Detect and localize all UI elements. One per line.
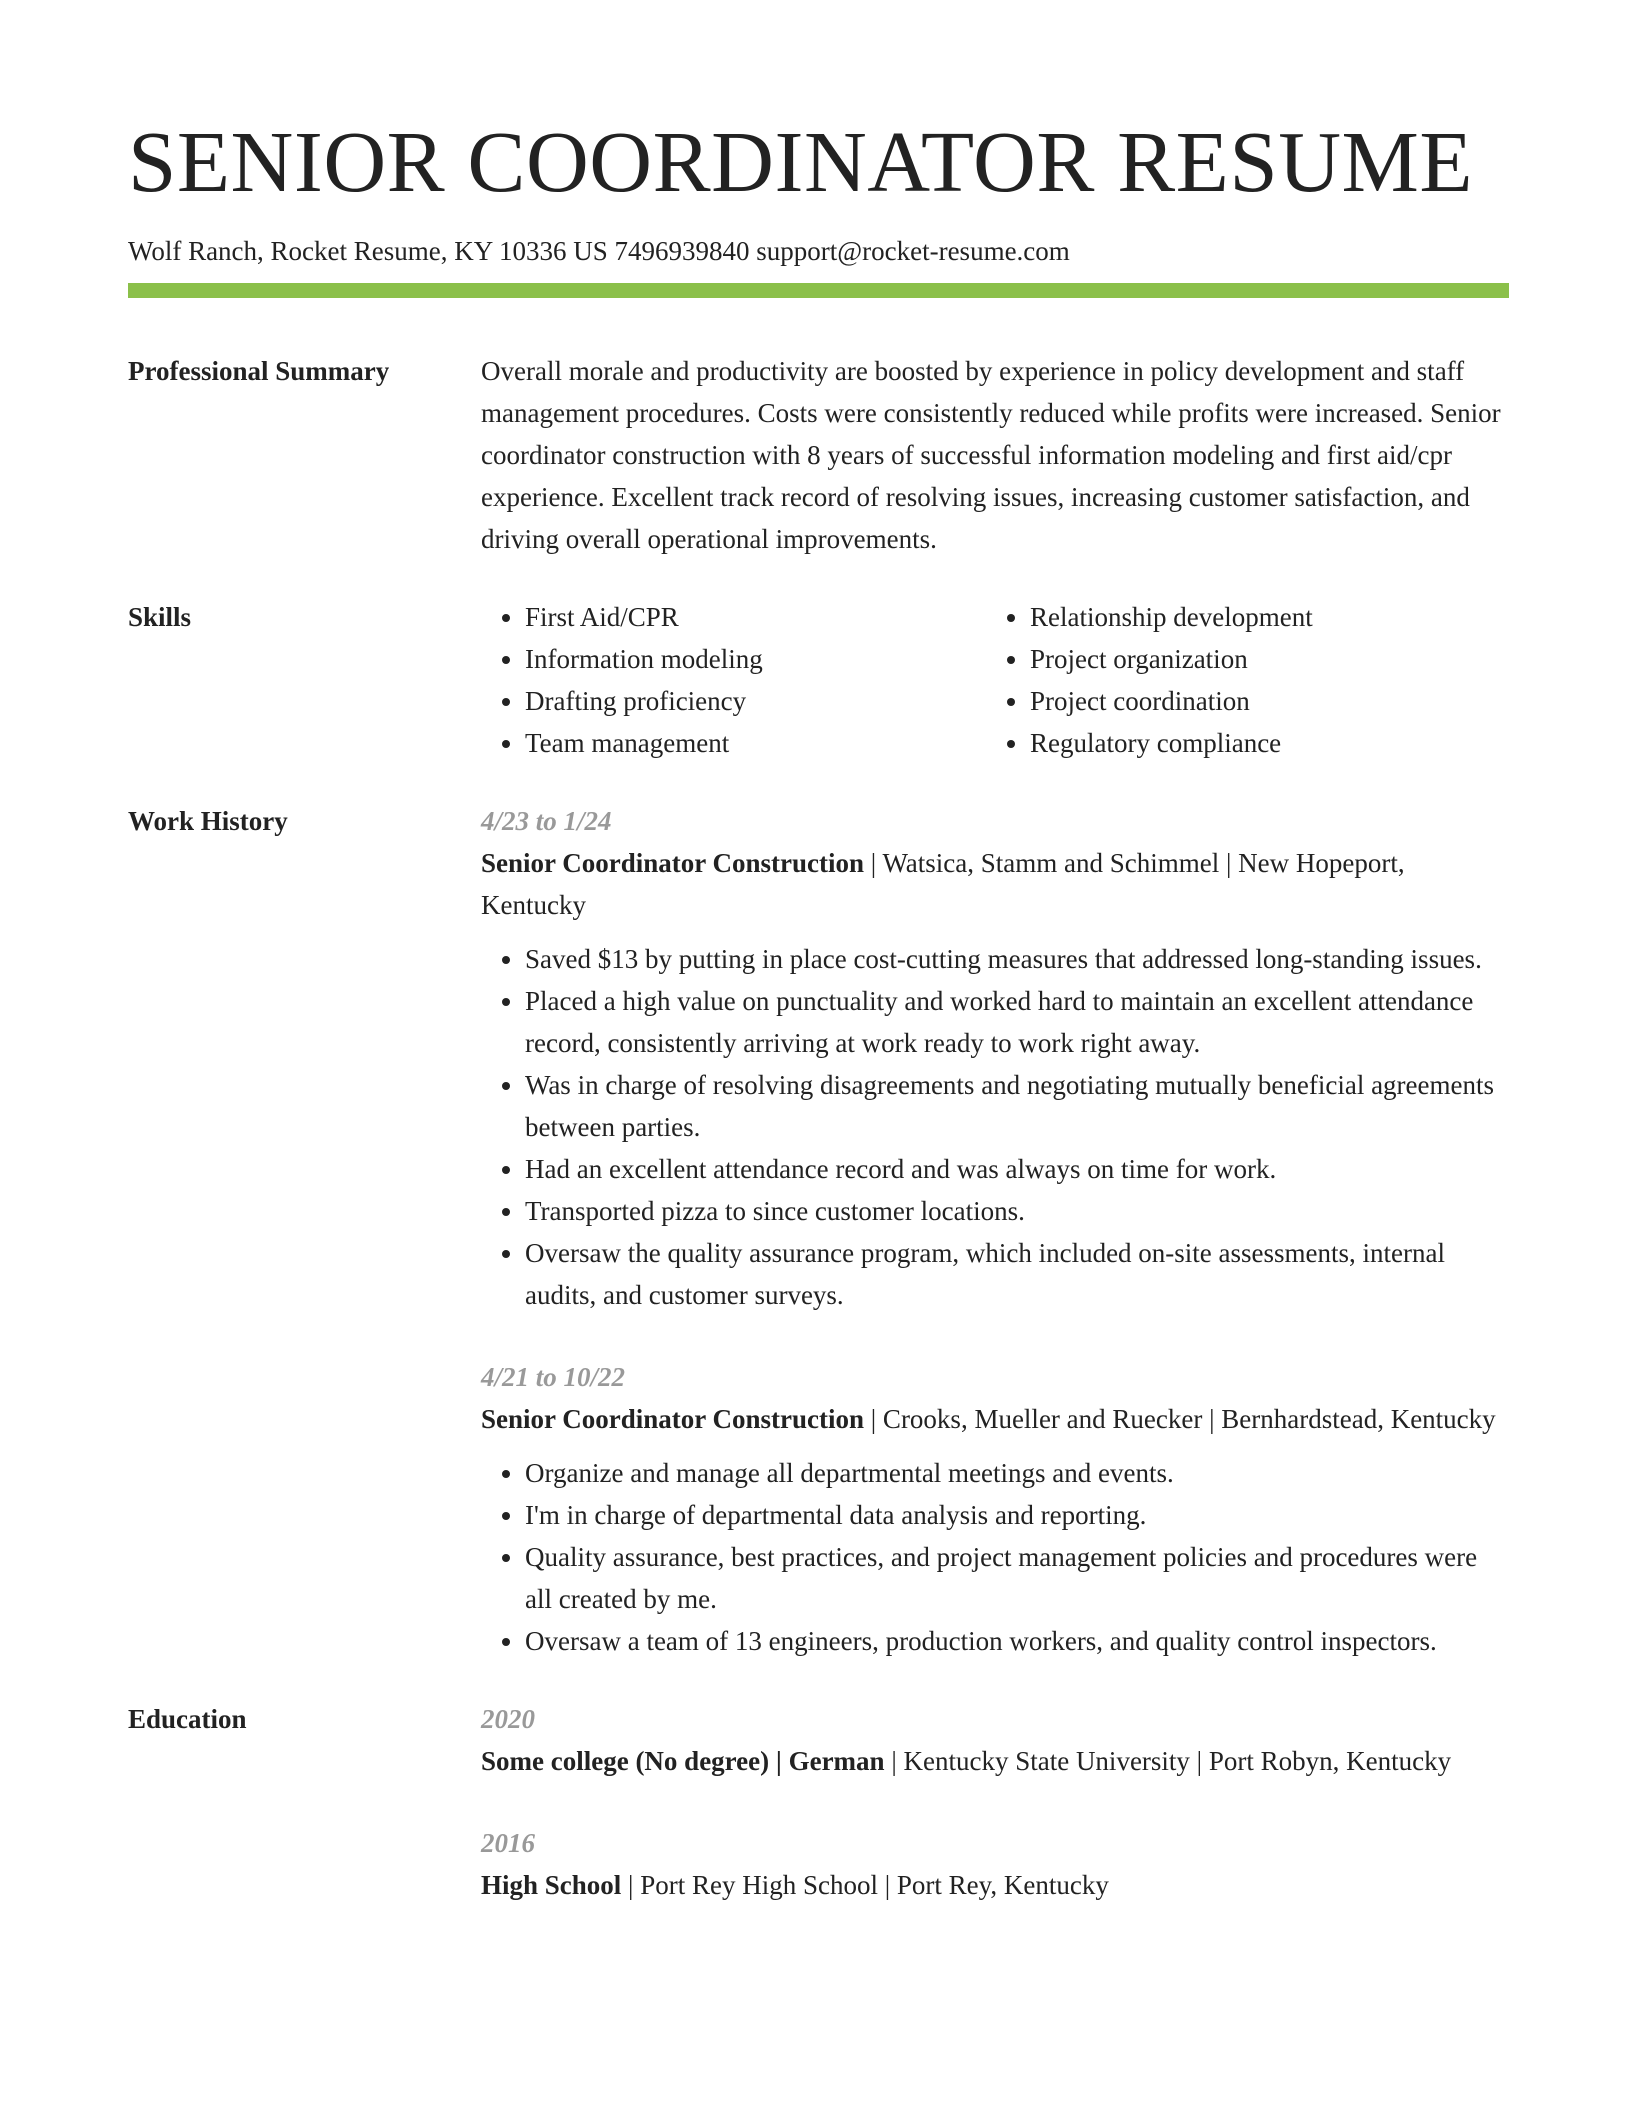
job-header [481, 842, 1509, 926]
job-dates: 4/21 to 10/22 [481, 1362, 626, 1393]
job-role: Senior Coordinator Construction [481, 1404, 865, 1435]
skill-item: • Regulatory compliance [1030, 722, 1313, 764]
skill-item: • Relationship development [1030, 596, 1313, 638]
summary-heading: Professional Summary [128, 356, 390, 387]
skills-list-left [481, 596, 986, 764]
education-details: | Port Rey High School | Port Rey, Kentucky [621, 1870, 1109, 1901]
education-degree: High School [481, 1870, 622, 1901]
job-bullet: • Had an excellent attendance record and was always on time for work. [525, 1148, 1509, 1190]
work-history-section [128, 800, 1509, 1662]
work-history-heading: Work History [128, 806, 288, 837]
job-bullet: • Saved $13 by putting in place cost-cutting measures that addressed long-standing issues. [525, 938, 1509, 980]
education-details: | Kentucky State University | Port Robyn, Kentucky [884, 1746, 1452, 1777]
summary-text: Overall morale and productivity are boosted by experience in policy development and staff management procedures. Costs were consistently reduced while profits were increased. Senior coordinator construction with 8 years of successful information modeling and first aid/cpr experience. Excellent track record of resolving issues, increasing customer satisfaction, and driving overall operational improvements. [481, 356, 1501, 555]
summary-section [128, 350, 1509, 560]
job-bullet: • Placed a high value on punctuality and worked hard to maintain an excellent attendance record, consistently arriving at work ready to work right away. [525, 980, 1509, 1064]
job-bullet: • Was in charge of resolving disagreements and negotiating mutually beneficial agreements between parties. [525, 1064, 1509, 1148]
job-bullet: • Oversaw the quality assurance program, which included on-site assessments, internal audits, and customer surveys. [525, 1232, 1509, 1316]
job-details: | Crooks, Mueller and Ruecker | Bernhardstead, Kentucky [864, 1404, 1496, 1435]
job-bullet: • Quality assurance, best practices, and project management policies and procedures were all created by me. [525, 1536, 1509, 1620]
education-degree: Some college (No degree) | German [481, 1746, 885, 1777]
job-details: | Watsica, Stamm and Schimmel | New Hopeport, Kentucky [481, 848, 1405, 921]
skill-item: • Information modeling [525, 638, 986, 680]
skill-item: • Project organization [1030, 638, 1313, 680]
education-header [481, 1740, 1509, 1782]
skills-section [128, 596, 1509, 764]
education-section [128, 1698, 1509, 1906]
skills-list-right [986, 596, 1313, 764]
job-dates: 4/23 to 1/24 [481, 806, 612, 837]
job-bullet: • Transported pizza to since customer locations. [525, 1190, 1509, 1232]
job-bullet: • Oversaw a team of 13 engineers, production workers, and quality control inspectors. [525, 1620, 1509, 1662]
education-header [481, 1864, 1509, 1906]
contact-line: Wolf Ranch, Rocket Resume, KY 10336 US 7496939840 support@rocket-resume.com [128, 236, 1070, 266]
job-bullet: • I'm in charge of departmental data analysis and reporting. [525, 1494, 1509, 1536]
education-year: 2016 [481, 1828, 535, 1859]
education-entry [481, 1822, 1509, 1906]
job-entry [481, 1356, 1509, 1662]
job-bullets [481, 938, 1509, 1316]
skills-heading: Skills [128, 602, 192, 633]
job-role: Senior Coordinator Construction [481, 848, 865, 879]
education-entry [481, 1698, 1509, 1782]
skill-item: • Team management [525, 722, 986, 764]
job-entry [481, 800, 1509, 1316]
education-heading: Education [128, 1704, 247, 1735]
skill-item: • Project coordination [1030, 680, 1313, 722]
skill-item: • First Aid/CPR [525, 596, 986, 638]
job-header [481, 1398, 1509, 1440]
job-bullets [481, 1452, 1509, 1662]
education-year: 2020 [481, 1704, 535, 1735]
skill-item: • Drafting proficiency [525, 680, 986, 722]
accent-divider [128, 283, 1509, 298]
resume-title: SENIOR COORDINATOR RESUME [128, 113, 1474, 210]
job-bullet: • Organize and manage all departmental meetings and events. [525, 1452, 1509, 1494]
